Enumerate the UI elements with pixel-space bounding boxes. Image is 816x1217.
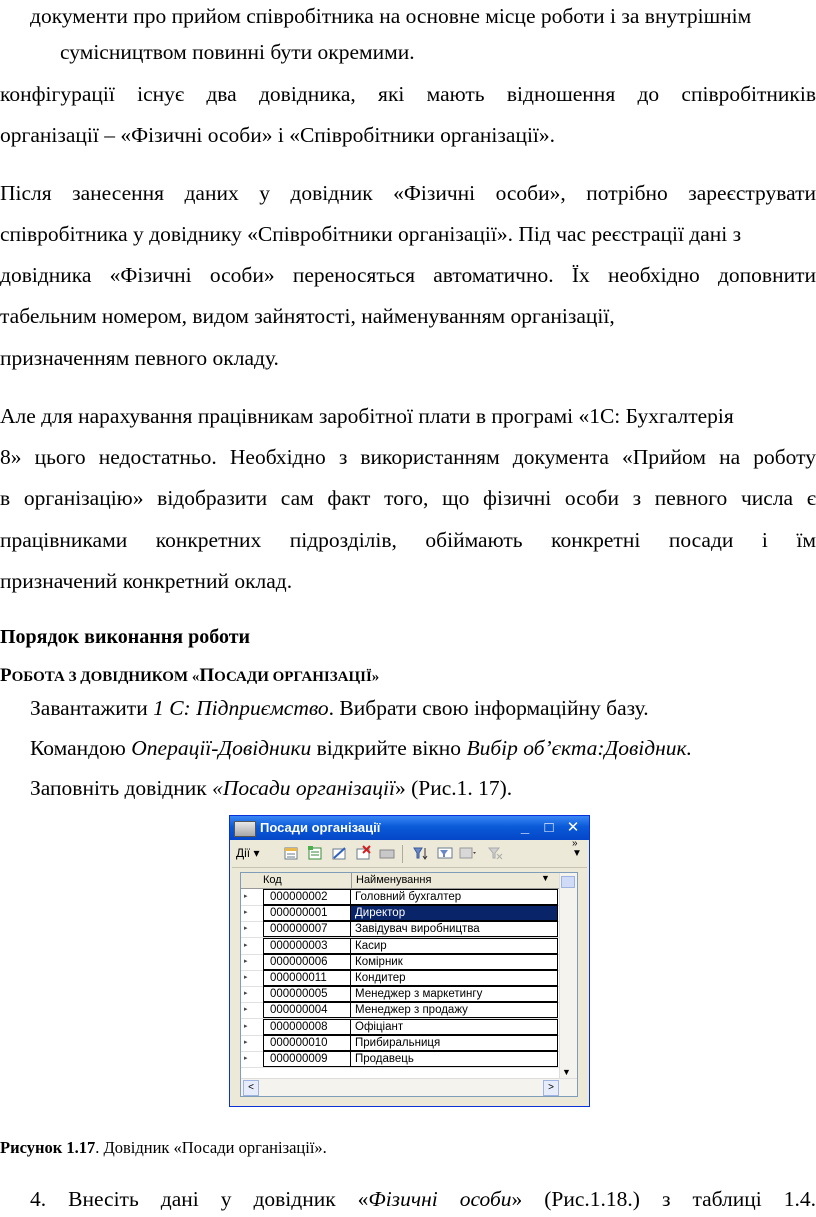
app-icon bbox=[234, 821, 256, 837]
close-icon[interactable]: ✕ bbox=[566, 819, 580, 836]
horizontal-scrollbar[interactable] bbox=[241, 1078, 577, 1096]
text-line: довідника «Фізичні особи» переносяться автоматично. Їх необхідно доповнити bbox=[0, 263, 816, 287]
text-line: конфігурації існує два довідника, які мають відношення до співробітників bbox=[0, 82, 816, 106]
cell-name[interactable]: Кондитер bbox=[351, 970, 558, 986]
cell-name[interactable]: Менеджер з продажу bbox=[351, 1002, 558, 1018]
scroll-left-icon[interactable]: < bbox=[243, 1080, 259, 1096]
edit-icon[interactable] bbox=[330, 845, 348, 861]
table-row[interactable] bbox=[241, 1051, 559, 1068]
cell-name[interactable]: Завідувач виробництва bbox=[351, 921, 558, 937]
positions-table bbox=[240, 872, 578, 1097]
text-line: сумісництвом повинні бути окремими. bbox=[60, 40, 415, 64]
cell-code[interactable]: 000000005 bbox=[263, 986, 351, 1002]
toolbar-overflow-icon[interactable]: » ▼ bbox=[572, 838, 582, 859]
cell-name[interactable]: Головний бухгалтер bbox=[351, 889, 558, 905]
row-marker-icon: ▸ bbox=[244, 1006, 248, 1014]
maximize-icon[interactable]: □ bbox=[544, 819, 554, 836]
text-line: Але для нарахування працівникам заробітної плати в програмі «1С: Бухгалтерія bbox=[0, 404, 734, 428]
cell-code[interactable]: 000000007 bbox=[263, 921, 351, 937]
scroll-thumb[interactable] bbox=[561, 876, 575, 888]
row-marker-icon: ▸ bbox=[244, 909, 248, 917]
column-header-name[interactable]: Найменування bbox=[356, 874, 432, 886]
table-row[interactable] bbox=[241, 1002, 559, 1019]
cell-name[interactable]: Директор bbox=[351, 905, 558, 921]
text-line: організації – «Фізичні особи» і «Співробітники організації». bbox=[0, 123, 556, 147]
add-icon[interactable] bbox=[282, 845, 300, 861]
text-line: табельним номером, видом зайнятості, найменуванням організації, bbox=[0, 304, 615, 328]
filter-icon[interactable] bbox=[436, 845, 454, 861]
step-4: 4. Внесіть дані у довідник «Фізичні особи» (Рис.1.18.) з таблиці 1.4. bbox=[30, 1187, 816, 1211]
cell-code[interactable]: 000000008 bbox=[263, 1019, 351, 1035]
table-row[interactable] bbox=[241, 986, 559, 1003]
toolbar-separator bbox=[402, 845, 403, 863]
window-titlebar[interactable] bbox=[230, 816, 589, 840]
clear-filter-icon[interactable] bbox=[486, 845, 504, 861]
scroll-right-icon[interactable]: > bbox=[543, 1080, 559, 1096]
toolbar bbox=[232, 838, 587, 868]
table-row[interactable] bbox=[241, 1019, 559, 1036]
text-line: призначенням певного окладу. bbox=[0, 346, 279, 370]
cell-code[interactable]: 000000001 bbox=[263, 905, 351, 921]
step-3: Заповніть довідник «Посади організації» (Рис.1. 17). bbox=[30, 776, 513, 800]
text-line: співробітника у довіднику «Співробітники організації». Під час реєстрації дані з bbox=[0, 222, 742, 246]
add-group-icon[interactable] bbox=[306, 845, 324, 861]
table-row[interactable] bbox=[241, 1035, 559, 1052]
step-2: Командою Операції-Довідники відкрийте вікно Вибір об’єкта:Довідник. bbox=[30, 736, 692, 760]
actions-menu[interactable]: Дії ▾ bbox=[236, 846, 260, 860]
column-header-code[interactable]: Код bbox=[263, 874, 282, 886]
table-row[interactable] bbox=[241, 970, 559, 987]
vertical-scrollbar[interactable] bbox=[559, 873, 577, 1079]
cell-code[interactable]: 000000011 bbox=[263, 970, 351, 986]
minimize-icon[interactable]: _ bbox=[520, 819, 530, 836]
row-marker-icon: ▸ bbox=[244, 974, 248, 981]
sort-icon[interactable] bbox=[412, 845, 430, 861]
delete-mark-icon[interactable] bbox=[354, 845, 372, 861]
cell-name[interactable]: Продавець bbox=[351, 1051, 558, 1067]
filter-list-icon[interactable] bbox=[458, 845, 476, 861]
cell-name[interactable]: Менеджер з маркетингу bbox=[351, 986, 558, 1002]
sort-arrow-icon[interactable]: ▼ bbox=[541, 873, 550, 883]
cell-code[interactable]: 000000002 bbox=[263, 889, 351, 905]
row-marker-icon: ▸ bbox=[244, 1055, 248, 1062]
cell-code[interactable]: 000000003 bbox=[263, 938, 351, 954]
cell-name[interactable]: Прибиральниця bbox=[351, 1035, 558, 1051]
cell-name[interactable]: Комірник bbox=[351, 954, 558, 970]
window-title: Посади організації bbox=[260, 820, 381, 835]
text-line: документи про прийом співробітника на основне місце роботи і за внутрішнім bbox=[30, 4, 752, 28]
cell-code[interactable]: 000000004 bbox=[263, 1002, 351, 1018]
figure-caption: Рисунок 1.17. Довідник «Посади організації». bbox=[0, 1138, 327, 1157]
row-marker-icon: ▸ bbox=[244, 1022, 248, 1030]
subsection-heading: РОБОТА З ДОВІДНИКОМ «ПОСАДИ ОРГАНІЗАЦІЇ» bbox=[0, 665, 380, 686]
table-row[interactable] bbox=[241, 905, 559, 922]
row-marker-icon: ▸ bbox=[244, 1038, 248, 1046]
table-row[interactable] bbox=[241, 921, 559, 938]
text-line: 8» цього недостатньо. Необхідно з використанням документа «Прийом на роботу bbox=[0, 445, 816, 469]
table-row[interactable] bbox=[241, 938, 559, 955]
text-line: призначений конкретний оклад. bbox=[0, 569, 293, 593]
row-marker-icon: ▸ bbox=[244, 893, 248, 900]
table-row[interactable] bbox=[241, 889, 559, 906]
table-header bbox=[241, 873, 559, 889]
cell-code[interactable]: 000000006 bbox=[263, 954, 351, 970]
text-line: Після занесення даних у довідник «Фізичні особи», потрібно зареєструвати bbox=[0, 181, 816, 205]
row-marker-icon: ▸ bbox=[244, 925, 248, 933]
row-marker-icon: ▸ bbox=[244, 957, 248, 965]
catalog-window bbox=[229, 815, 590, 1107]
cell-code[interactable]: 000000009 bbox=[263, 1051, 351, 1067]
text-line: в організацію» відобразити сам факт того, що фізичні особи з певного числа є bbox=[0, 486, 816, 510]
cell-name[interactable]: Касир bbox=[351, 938, 558, 954]
copy-icon[interactable] bbox=[378, 845, 396, 861]
cell-name[interactable]: Офіціант bbox=[351, 1019, 558, 1035]
cell-code[interactable]: 000000010 bbox=[263, 1035, 351, 1051]
section-heading: Порядок виконання роботи bbox=[0, 626, 251, 648]
row-marker-icon: ▸ bbox=[244, 941, 248, 949]
row-marker-icon: ▸ bbox=[244, 990, 248, 998]
table-row[interactable] bbox=[241, 954, 559, 971]
scroll-down-icon[interactable]: ▼ bbox=[562, 1067, 571, 1077]
step-1: Завантажити 1 С: Підприємство. Вибрати свою інформаційну базу. bbox=[30, 696, 649, 720]
text-line: працівниками конкретних підрозділів, обіймають конкретні посади і їм bbox=[0, 528, 816, 552]
